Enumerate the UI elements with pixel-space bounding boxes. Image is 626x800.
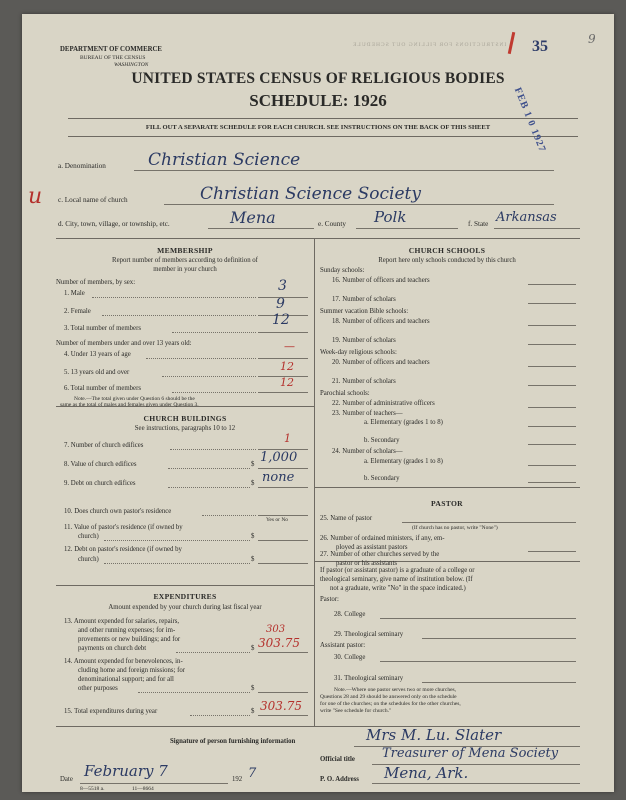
membership-note-line1: Note.—The total given under Question 6 should be the (74, 396, 195, 402)
expenditures-title: EXPENDITURES (153, 592, 217, 601)
schools-title: CHURCH SCHOOLS (408, 246, 486, 255)
q11-label-line2: church) (78, 533, 99, 540)
q14-label-line4: other purposes (78, 685, 118, 692)
state-label: f. State (468, 220, 489, 228)
q8-value[interactable]: 1,000 (260, 450, 298, 465)
q15-label: 15. Total expenditures during year (64, 708, 158, 715)
signature-label: Signature of person furnishing information (170, 738, 296, 745)
q13-value[interactable]: 303.75 (258, 636, 300, 650)
form-number-2: 11—8664 (132, 786, 154, 792)
q9-dollar: $ (251, 480, 255, 487)
pastor-note-line4: write "See schedule for church." (320, 708, 392, 714)
buildings-sub: See instructions, paragraphs 10 to 12 (134, 425, 236, 432)
schools-sub: Report here only schools conducted by this church (378, 257, 516, 264)
parochial-schools-label: Parochial schools: (320, 390, 370, 397)
q8-label: 8. Value of church edifices (64, 461, 137, 468)
q20-label: 20. Number of officers and teachers (332, 359, 430, 366)
q27-label-line2: pastor or his assistants (336, 560, 397, 567)
q11-dollar: $ (251, 533, 255, 540)
q14-label-line3: denominational support; and for all (78, 676, 174, 683)
q18-label: 18. Number of officers and teachers (332, 318, 430, 325)
expenditures-sub: Amount expended by your church during last fiscal year (108, 604, 262, 611)
county-label: e. County (318, 220, 346, 228)
q2-value[interactable]: 9 (276, 296, 285, 312)
official-title-value[interactable]: Treasurer of Mena Society (382, 746, 559, 761)
po-address-label: P. O. Address (320, 776, 359, 783)
membership-note-line2: same as the total of males and females given under Question 3. (60, 402, 199, 408)
q1-label: 1. Male (64, 290, 85, 297)
q4-value[interactable]: — (284, 340, 295, 353)
q15-dollar: $ (251, 708, 255, 715)
q13-label-line1: 13. Amount expended for salaries, repairs, (64, 618, 180, 625)
state-value[interactable]: Arkansas (496, 210, 557, 225)
schedule-title: SCHEDULE: 1926 (249, 91, 387, 110)
red-check-mark (508, 32, 516, 54)
pastor-note-line2: Questions 28 and 29 should be answered only on the schedule (320, 694, 457, 700)
q12-dollar: $ (251, 556, 255, 563)
q19-label: 19. Number of scholars (332, 337, 396, 344)
q27-label-line1: 27. Number of other churches served by the (320, 551, 440, 558)
yes-no-hint: Yes or No (266, 517, 289, 523)
q5-value[interactable]: 12 (280, 360, 294, 373)
buildings-title: CHURCH BUILDINGS (143, 414, 227, 423)
city-value[interactable]: Mena (230, 208, 276, 227)
denomination-label: a. Denomination (58, 162, 106, 170)
q3-label: 3. Total number of members (64, 325, 141, 332)
graduate-instruction-line2: theological seminary, give name of institution below. (If (320, 576, 473, 583)
q2-label: 2. Female (64, 308, 91, 315)
q31-label: 31. Theological seminary (334, 675, 404, 682)
q14-dollar: $ (251, 685, 255, 692)
q1-value[interactable]: 3 (278, 278, 287, 294)
county-value[interactable]: Polk (374, 208, 407, 226)
q8-dollar: $ (251, 461, 255, 468)
q5-label: 5. 13 years old and over (64, 369, 130, 376)
assistant-pastor-label: Assistant pastor: (320, 642, 366, 649)
members-by-sex-label: Number of members, by sex: (56, 279, 136, 286)
form-title: UNITED STATES CENSUS OF RELIGIOUS BODIES (131, 70, 505, 87)
corner-number: 9 (588, 32, 596, 46)
q3-value[interactable]: 12 (272, 312, 290, 328)
q14-label-line1: 14. Amount expended for benevolences, in- (64, 658, 183, 665)
q28-label: 28. College (334, 611, 366, 618)
po-address-value[interactable]: Mena, Ark. (384, 764, 469, 782)
q6-value[interactable]: 12 (280, 376, 294, 389)
q12-label-line1: 12. Debt on pastor's residence (if owned by (64, 546, 182, 553)
year-value[interactable]: 7 (248, 766, 257, 781)
local-name-value[interactable]: Christian Science Society (200, 184, 421, 204)
received-date-stamp: FEB 1 0 1927 (511, 86, 548, 155)
denomination-value[interactable]: Christian Science (148, 150, 301, 170)
q14-label-line2: cluding home and foreign missions; for (78, 667, 186, 674)
form-number: 8—5518 a. (80, 786, 105, 792)
q10-label: 10. Does church own pastor's residence (64, 508, 172, 515)
q9-value[interactable]: none (262, 470, 295, 485)
q16-label: 16. Number of officers and teachers (332, 277, 430, 284)
q15-value[interactable]: 303.75 (260, 699, 302, 713)
schedule-number: 35 (532, 38, 548, 55)
q26-label-line2: ployed as assistant pastors (336, 544, 408, 551)
membership-sub1: Report number of members according to definition of (112, 257, 258, 264)
age-heading: Number of members under and over 13 years old: (56, 340, 192, 347)
q29-label: 29. Theological seminary (334, 631, 404, 638)
bleed-through-text: INSTRUCTIONS FOR FILLING OUT SCHEDULE (352, 42, 507, 48)
q13-label-line3: provements or new buildings; and for (78, 636, 181, 643)
local-name-label: c. Local name of church (58, 196, 128, 204)
pastor-title: PASTOR (431, 499, 463, 508)
census-schedule-sheet (22, 14, 614, 792)
graduate-instruction-line3: not a graduate, write "No" in the space indicated.) (330, 585, 466, 592)
membership-title: MEMBERSHIP (157, 246, 213, 255)
department-name: DEPARTMENT OF COMMERCE (60, 46, 162, 53)
q24a-label: a. Elementary (grades 1 to 8) (364, 458, 443, 465)
city-label: d. City, town, village, or township, etc. (58, 220, 170, 228)
q13-dollar: $ (251, 645, 255, 652)
separate-schedule-instruction: FILL OUT A SEPARATE SCHEDULE FOR EACH CHURCH. SEE INSTRUCTIONS ON THE BACK OF THIS SHEET (145, 124, 491, 131)
q24-label: 24. Number of scholars— (332, 448, 403, 455)
q30-label: 30. College (334, 654, 366, 661)
pastor-sub-label: Pastor: (320, 596, 339, 603)
q13-label-line4: payments on church debt (78, 645, 147, 652)
q12-label-line2: church) (78, 556, 99, 563)
weekday-schools-label: Week-day religious schools: (320, 349, 397, 356)
signature-value[interactable]: Mrs M. Lu. Slater (366, 726, 502, 744)
q25-label: 25. Name of pastor (320, 515, 373, 522)
q23-label: 23. Number of teachers— (332, 410, 403, 417)
q13-label-line2: and other running expenses; for im- (78, 627, 176, 634)
q26-label-line1: 26. Number of ordained ministers, if any, em- (320, 535, 445, 542)
q13-correction: 303 (266, 624, 286, 635)
date-value[interactable]: February 7 (84, 762, 168, 780)
q17-label: 17. Number of scholars (332, 296, 396, 303)
q23a-label: a. Elementary (grades 1 to 8) (364, 419, 443, 426)
q23b-label: b. Secondary (364, 437, 400, 444)
q11-label-line1: 11. Value of pastor's residence (if owned by (64, 524, 183, 531)
q7-label: 7. Number of church edifices (64, 442, 144, 449)
bureau-name: BUREAU OF THE CENSUS (80, 55, 146, 61)
q25-note: (If church has no pastor, write "None") (412, 525, 498, 531)
year-prefix: 192 (232, 776, 243, 783)
q22-label: 22. Number of administrative officers (332, 400, 435, 407)
sunday-schools-label: Sunday schools: (320, 267, 365, 274)
q24b-label: b. Secondary (364, 475, 400, 482)
summer-schools-label: Summer vacation Bible schools: (320, 308, 409, 315)
date-label: Date (60, 776, 73, 783)
membership-sub2: member in your church (153, 266, 217, 273)
bureau-city: WASHINGTON (114, 62, 149, 68)
margin-mark: u (28, 184, 43, 209)
official-title-label: Official title (320, 756, 355, 763)
q4-label: 4. Under 13 years of age (64, 351, 131, 358)
pastor-note-line1: Note.—Where one pastor serves two or more churches, (334, 687, 457, 693)
graduate-instruction-line1: If pastor (or assistant pastor) is a graduate of a college or (320, 567, 475, 574)
q7-value[interactable]: 1 (284, 432, 291, 445)
q6-label: 6. Total number of members (64, 385, 141, 392)
q21-label: 21. Number of scholars (332, 378, 396, 385)
pastor-note-line3: for one of the churches; on the schedules for the other churches, (320, 701, 461, 707)
q9-label: 9. Debt on church edifices (64, 480, 136, 487)
